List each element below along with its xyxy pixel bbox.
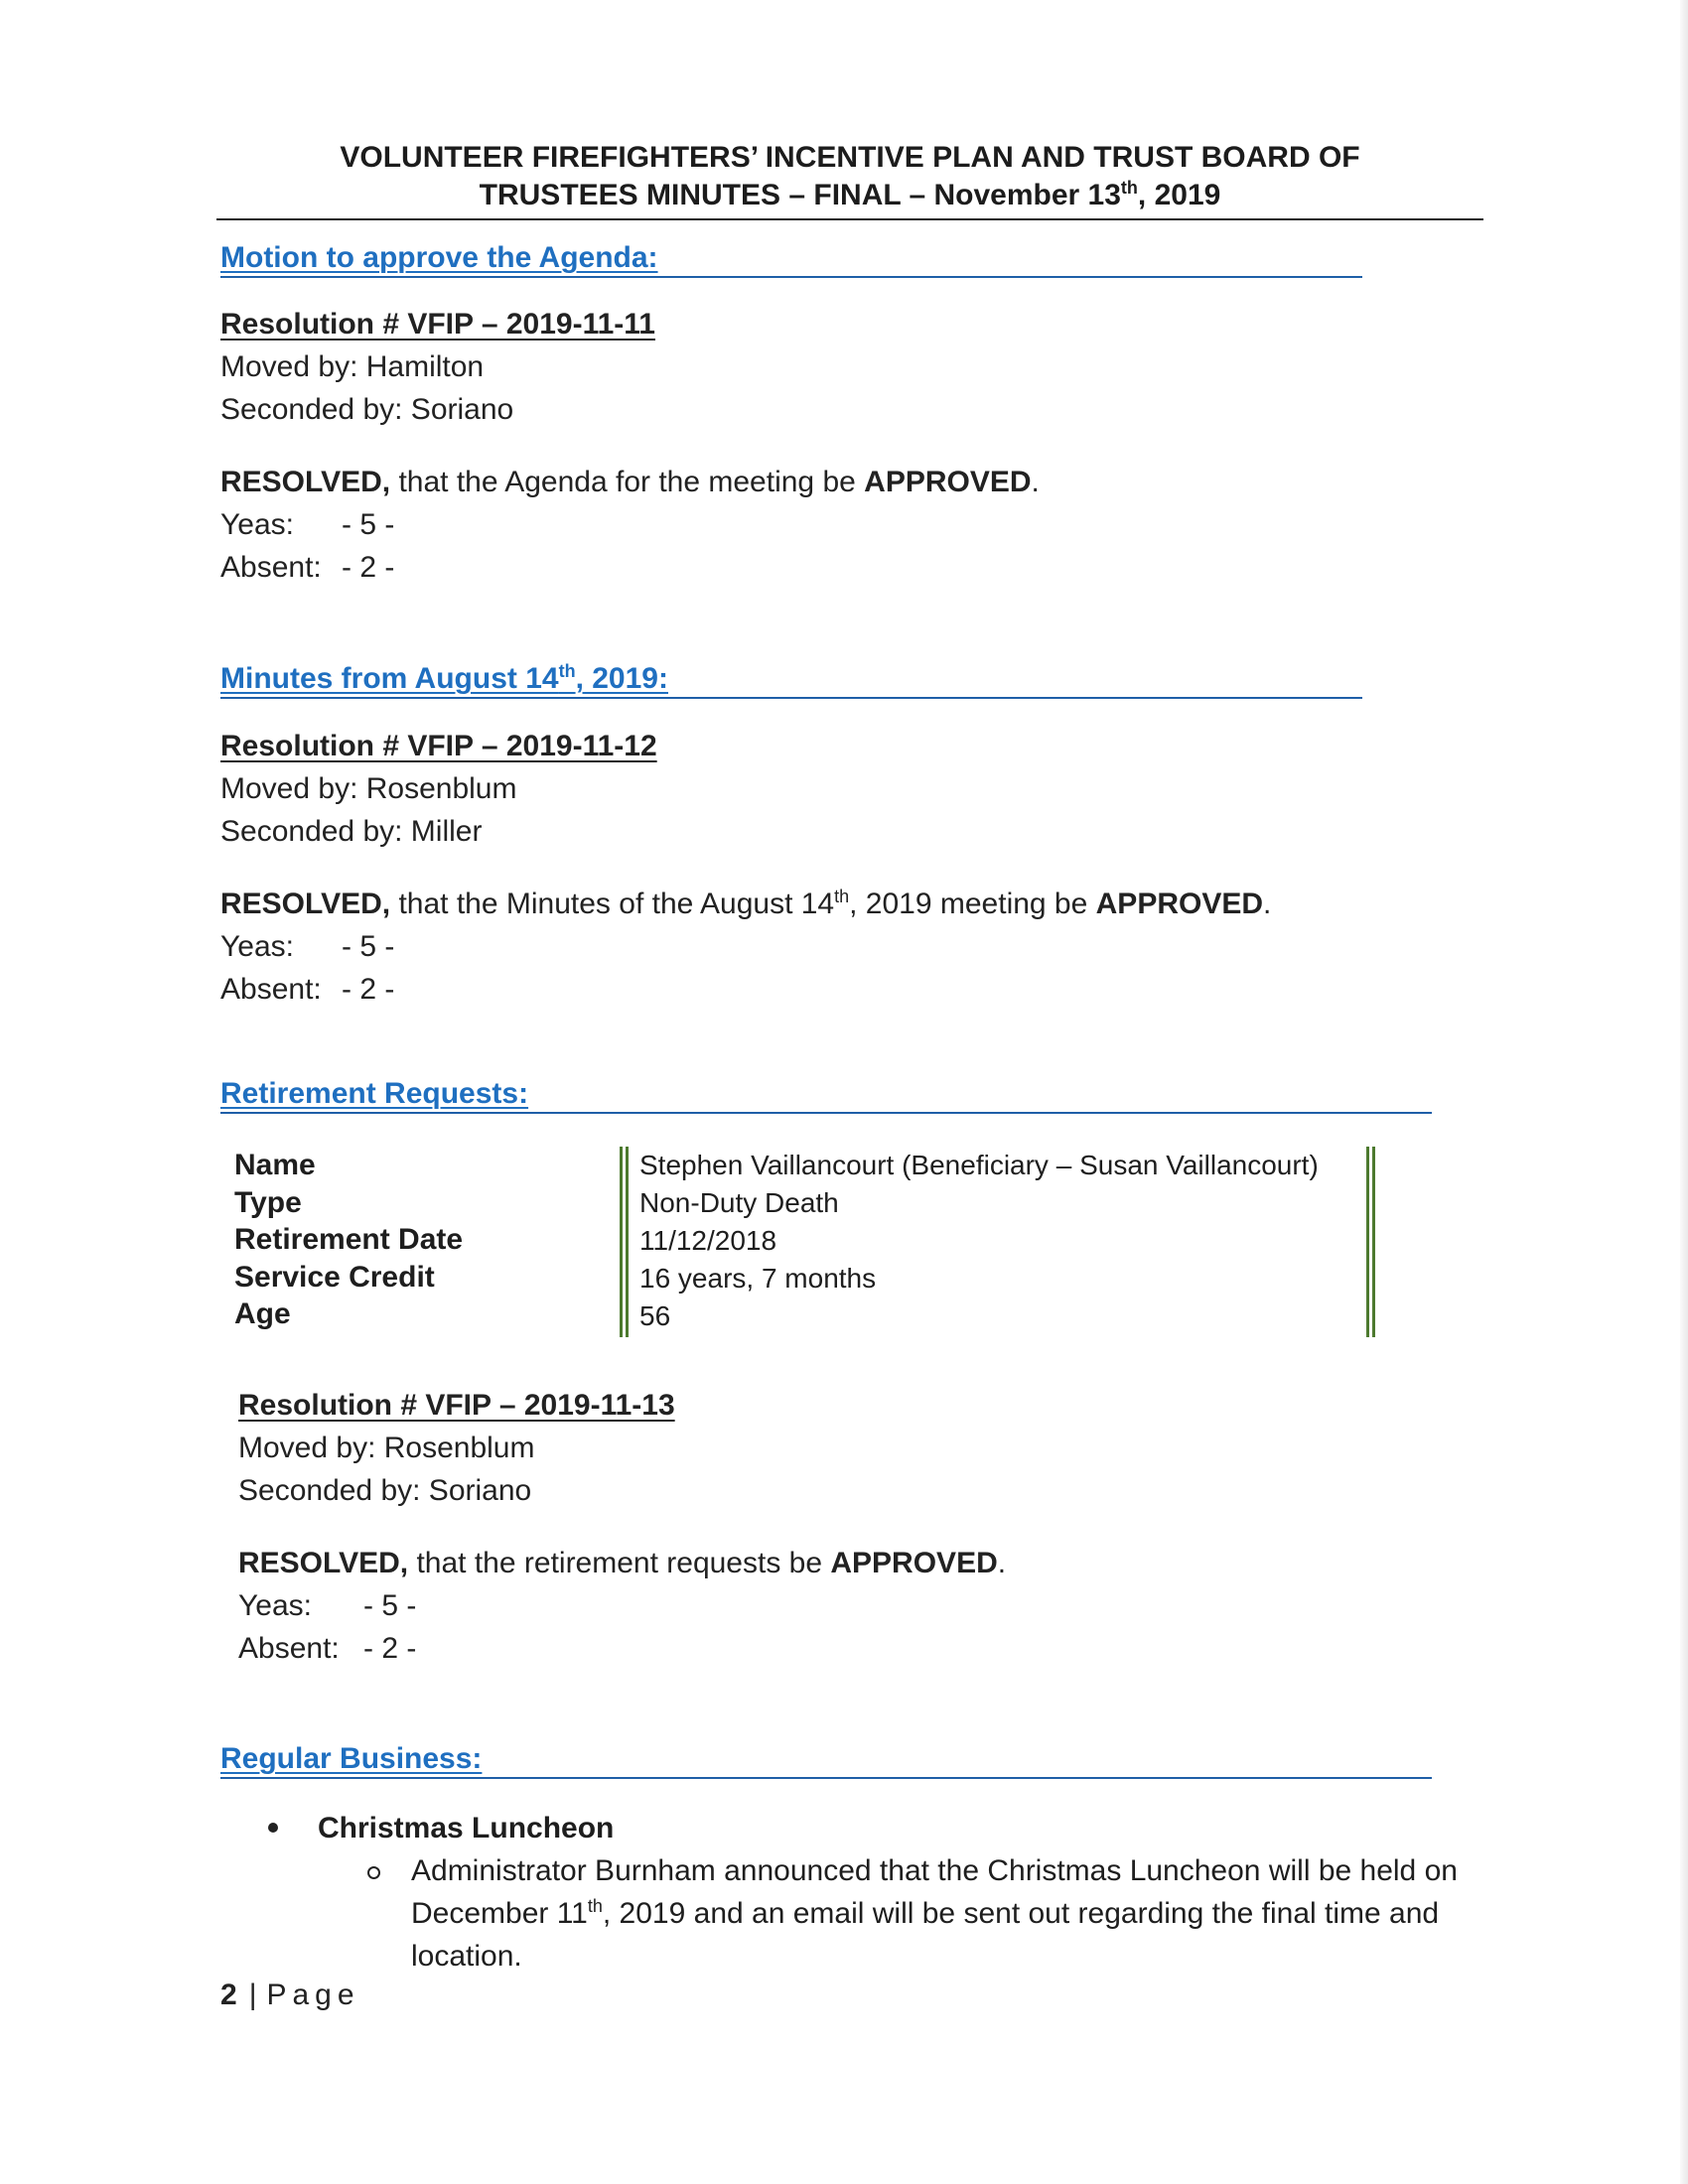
section-heading-agenda-text: Motion to approve the Agenda: — [220, 241, 658, 274]
document-header — [216, 139, 1483, 220]
seconded-by: Seconded by: Soriano — [220, 393, 514, 426]
approved-label: APPROVED — [1095, 887, 1264, 920]
table-divider-right-1 — [1366, 1147, 1369, 1337]
label-age: Age — [234, 1297, 291, 1330]
absent-row — [238, 1627, 1006, 1670]
sub-bullet-text-end: , 2019 and an email will be sent out regarding the final time and location. — [411, 1897, 1440, 1973]
yeas-label: Yeas: — [238, 1589, 312, 1622]
page-label: Page — [266, 1979, 360, 2011]
page-separator: | — [248, 1979, 257, 2011]
header-line-2-main: TRUSTEES MINUTES – FINAL – November 13 — [479, 179, 1121, 211]
resolved-period: . — [1263, 887, 1272, 920]
yeas-value: - 5 - — [363, 1589, 417, 1622]
section-heading-retirement-text: Retirement Requests: — [220, 1077, 529, 1110]
absent-label: Absent: — [220, 551, 322, 584]
absent-row — [220, 968, 1271, 1011]
absent-label: Absent: — [220, 973, 322, 1006]
label-retirement-date: Retirement Date — [234, 1223, 464, 1256]
resolved-label: RESOLVED, — [238, 1547, 409, 1579]
section-heading-retirement — [220, 1078, 1432, 1114]
sub-bullet-text — [411, 1849, 1483, 1978]
absent-value: - 2 - — [363, 1632, 417, 1665]
label-type: Type — [234, 1185, 302, 1219]
header-line-2 — [216, 177, 1483, 214]
approved-label: APPROVED — [864, 466, 1032, 498]
resolved-sup: th — [834, 887, 850, 907]
label-name: Name — [234, 1149, 316, 1181]
bullet-dot-icon — [268, 1823, 278, 1833]
resolution-title: Resolution # VFIP – 2019-11-11 — [220, 308, 655, 341]
table-divider-right-2 — [1372, 1147, 1375, 1337]
retirement-resolution-block — [238, 1384, 1006, 1670]
resolved-text: that the retirement requests be — [408, 1547, 831, 1579]
resolved-period: . — [1031, 466, 1040, 498]
resolved-label: RESOLVED, — [220, 466, 391, 498]
retirement-table — [234, 1147, 1378, 1341]
yeas-row — [220, 925, 1271, 968]
moved-by: Moved by: Rosenblum — [220, 772, 517, 805]
yeas-value: - 5 - — [342, 930, 395, 963]
page-footer — [220, 1978, 360, 2013]
absent-label: Absent: — [238, 1632, 340, 1665]
resolved-label: RESOLVED, — [220, 887, 391, 920]
section-heading-regular-business-text: Regular Business: — [220, 1742, 483, 1775]
absent-value: - 2 - — [342, 551, 395, 584]
yeas-label: Yeas: — [220, 508, 294, 541]
resolved-text: that the Agenda for the meeting be — [390, 466, 865, 498]
value-age: 56 — [639, 1300, 671, 1331]
header-line-2-sup: th — [1120, 178, 1138, 199]
agenda-resolution-block — [220, 303, 1040, 589]
resolution-title: Resolution # VFIP – 2019-11-13 — [238, 1389, 675, 1422]
section-heading-minutes-text — [220, 662, 668, 695]
resolved-text: that the Minutes of the August 14 — [390, 887, 835, 920]
sub-bullet-text-main: Administrator Burnham announced that the Christmas Luncheon will be held on December 11 — [411, 1854, 1458, 1930]
value-retirement-date: 11/12/2018 — [639, 1225, 777, 1256]
minutes-resolution-block — [220, 725, 1271, 1011]
page-edge-shadow — [1680, 0, 1688, 2184]
resolution-title: Resolution # VFIP – 2019-11-12 — [220, 730, 657, 762]
yeas-value: - 5 - — [342, 508, 395, 541]
sub-bullet-circle-icon — [367, 1866, 380, 1879]
retirement-table-values — [639, 1147, 1319, 1335]
table-divider-left-2 — [626, 1147, 629, 1337]
moved-by: Moved by: Hamilton — [220, 350, 485, 383]
table-divider-left-1 — [620, 1147, 623, 1337]
yeas-label: Yeas: — [220, 930, 294, 963]
yeas-row — [238, 1584, 1006, 1627]
resolved-statement — [220, 461, 1040, 503]
seconded-by: Seconded by: Miller — [220, 815, 483, 848]
minutes-heading-main: Minutes from August 14 — [220, 662, 559, 695]
resolved-text-end: , 2019 meeting be — [849, 887, 1096, 920]
yeas-row — [220, 503, 1040, 546]
page-number: 2 — [220, 1979, 237, 2011]
section-heading-regular-business — [220, 1743, 1432, 1779]
section-heading-agenda — [220, 242, 1362, 278]
resolved-period: . — [997, 1547, 1007, 1579]
value-name: Stephen Vaillancourt (Beneficiary – Susan Vaillancourt) — [639, 1150, 1319, 1180]
resolved-statement — [220, 883, 1271, 925]
absent-row — [220, 546, 1040, 589]
resolved-statement — [238, 1542, 1006, 1584]
label-service-credit: Service Credit — [234, 1260, 435, 1294]
section-heading-minutes — [220, 663, 1362, 699]
sub-bullet-sup: th — [587, 1896, 603, 1917]
absent-value: - 2 - — [342, 973, 395, 1006]
moved-by: Moved by: Rosenblum — [238, 1432, 535, 1464]
retirement-table-labels — [234, 1147, 463, 1333]
value-type: Non-Duty Death — [639, 1187, 839, 1218]
minutes-heading-sup: th — [558, 661, 576, 682]
bullet-title-christmas-luncheon: Christmas Luncheon — [318, 1812, 615, 1844]
approved-label: APPROVED — [830, 1547, 998, 1579]
value-service-credit: 16 years, 7 months — [639, 1263, 877, 1294]
minutes-heading-end: , 2019: — [575, 662, 668, 695]
header-line-1: VOLUNTEER FIREFIGHTERS’ INCENTIVE PLAN AND TRUST BOARD OF — [340, 141, 1360, 174]
header-line-2-end: , 2019 — [1137, 179, 1221, 211]
seconded-by: Seconded by: Soriano — [238, 1474, 532, 1507]
